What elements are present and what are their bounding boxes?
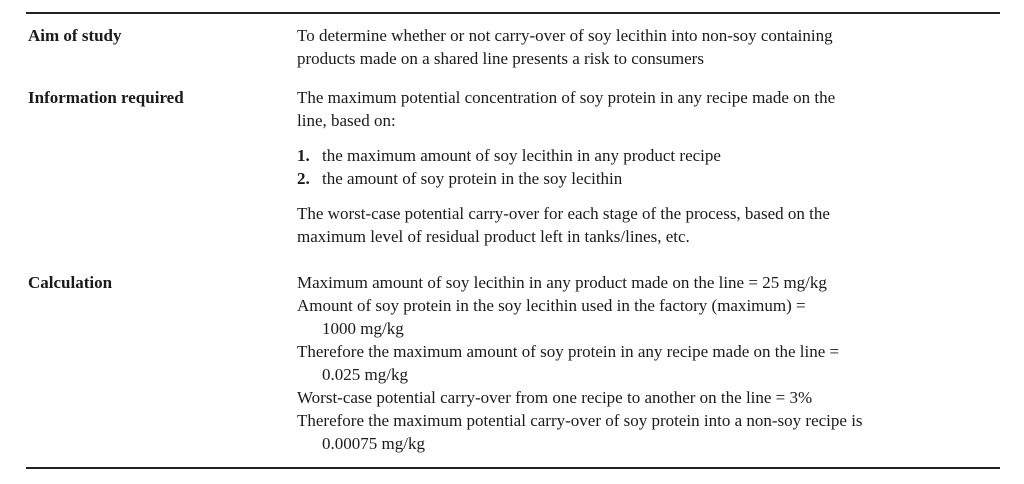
row-label-calculation: Calculation	[28, 273, 113, 292]
list-text: the amount of soy protein in the soy lecithin	[322, 169, 623, 188]
calc-line-3: 1000 mg/kg	[322, 319, 404, 338]
calc-line-6: Worst-case potential carry-over from one recipe to another on the line = 3%	[297, 388, 813, 407]
aim-line-2: products made on a shared line presents a risk to consumers	[297, 49, 704, 68]
info-intro-line-1: The maximum potential concentration of soy protein in any recipe made on the	[297, 88, 836, 107]
row-content-calculation	[297, 271, 1002, 455]
row-label-information-required: Information required	[28, 88, 184, 107]
info-list-item-1	[297, 144, 1002, 167]
info-intro-line-2: line, based on:	[297, 111, 396, 130]
row-content-aim-of-study	[297, 24, 1002, 70]
row-label-aim-of-study: Aim of study	[28, 26, 122, 45]
table-top-rule	[26, 12, 1000, 14]
calc-line-8: 0.00075 mg/kg	[322, 434, 425, 453]
calc-line-1: Maximum amount of soy lecithin in any product made on the line = 25 mg/kg	[297, 273, 827, 292]
info-outro-line-1: The worst-case potential carry-over for each stage of the process, based on the	[297, 204, 830, 223]
aim-line-1: To determine whether or not carry-over of soy lecithin into non-soy containing	[297, 26, 833, 45]
calc-line-5: 0.025 mg/kg	[322, 365, 408, 384]
row-content-information-required	[297, 86, 1002, 248]
calc-line-2: Amount of soy protein in the soy lecithin used in the factory (maximum) =	[297, 296, 806, 315]
info-list-item-2	[297, 167, 1002, 190]
table-bottom-rule	[26, 467, 1000, 469]
calc-line-4: Therefore the maximum amount of soy protein in any recipe made on the line =	[297, 342, 840, 361]
list-number: 2.	[297, 169, 310, 188]
list-text: the maximum amount of soy lecithin in any product recipe	[322, 146, 721, 165]
calc-line-7: Therefore the maximum potential carry-over of soy protein into a non-soy recipe is	[297, 411, 863, 430]
list-number: 1.	[297, 146, 310, 165]
info-outro-line-2: maximum level of residual product left in tanks/lines, etc.	[297, 227, 690, 246]
